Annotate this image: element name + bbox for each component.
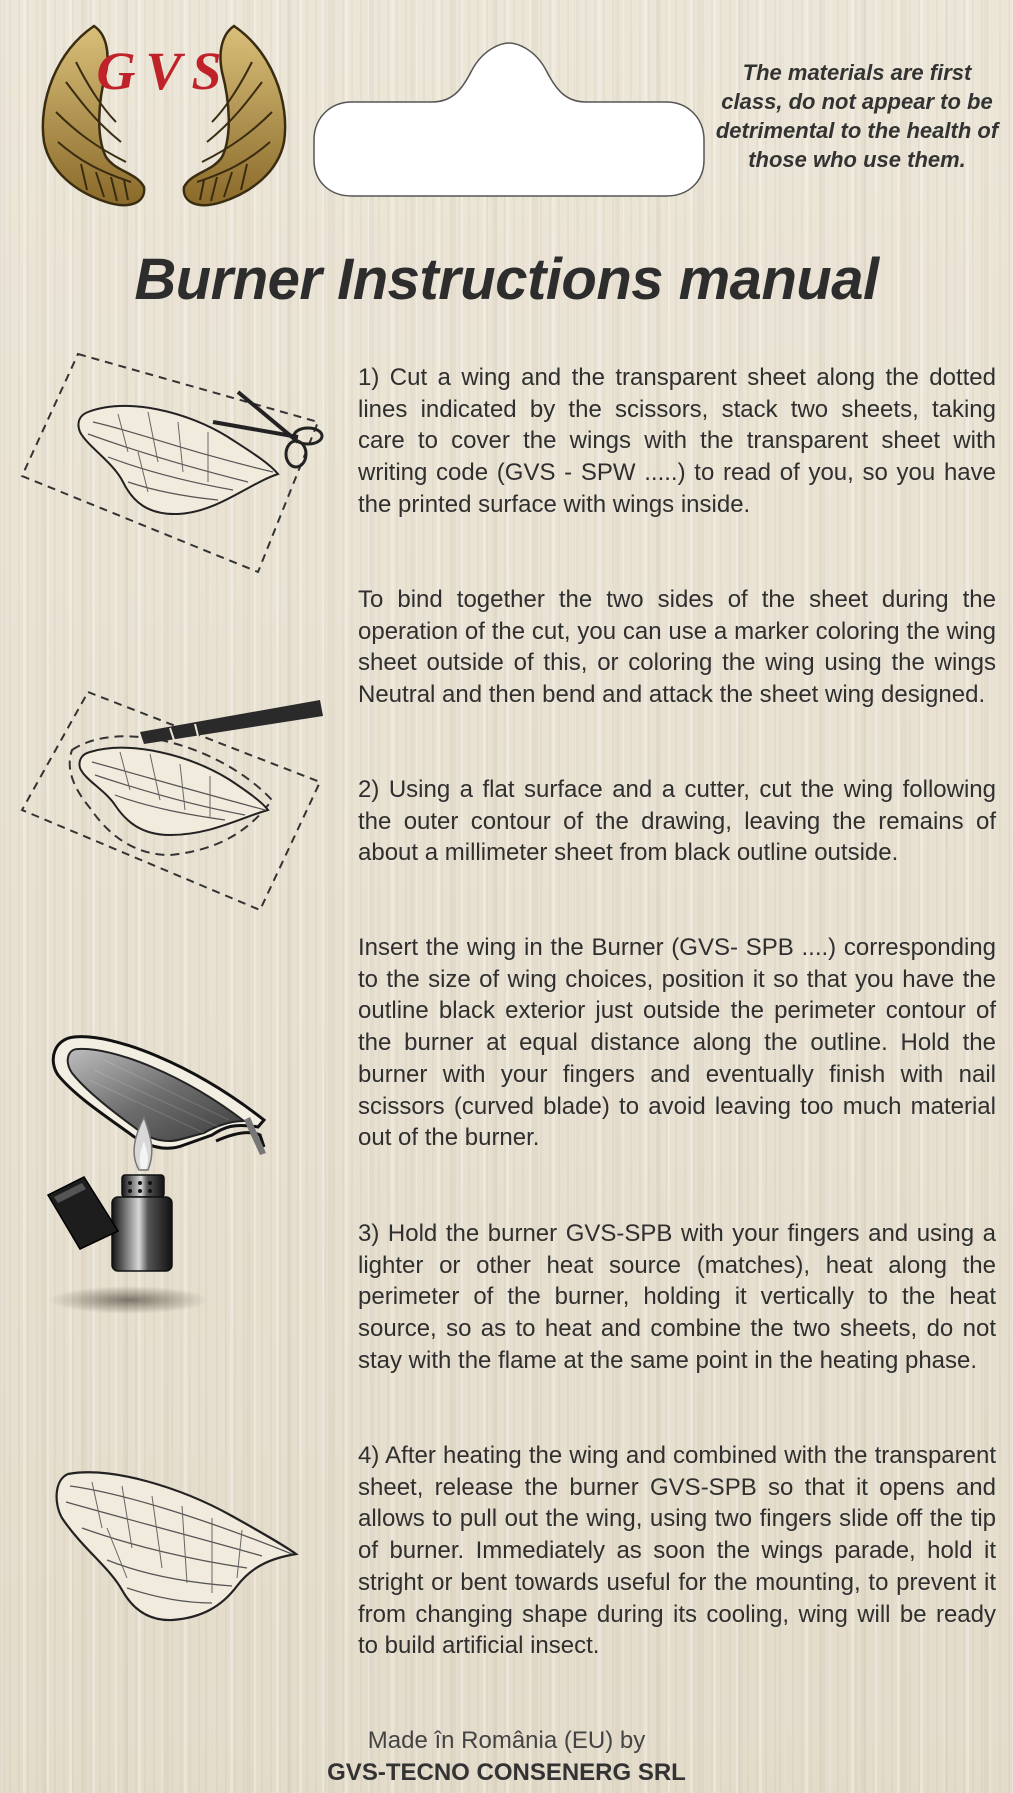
brand-logo bbox=[36, 22, 292, 217]
logo-text: GVS bbox=[96, 41, 232, 101]
cut-wing-illustration bbox=[18, 352, 338, 574]
hang-tab-cutout bbox=[312, 40, 706, 200]
materials-notice: The materials are first class, do not appear to be detrimental to the health of those who use them. bbox=[715, 60, 999, 172]
finished-wing-illustration bbox=[52, 1468, 300, 1624]
instruction-bind-sheets: To bind together the two sides of the sheet during the operation of the cut, you can use a marker coloring the wing sheet outside of this, or coloring the wing using the wings Neutral and then bend and attack the sheet wing designed. bbox=[358, 586, 996, 709]
instruction-step-1: 1) Cut a wing and the transparent sheet along the dotted lines indicated by the scissors, stack two sheets, taking care to cover the wings with the transparent sheet with writing code (GVS - SPW .....) to read of you, so you have the printed surface with wings inside. bbox=[358, 364, 996, 518]
insect-wing-icon bbox=[78, 406, 278, 514]
made-in-text: Made în România (EU) by bbox=[367, 1727, 646, 1754]
instruction-step-3: 3) Hold the burner GVS-SPB with your fingers and using a lighter or other heat source (matches), heat along the perimeter of the burner, holding it vertically to the heat source, so as to heat and combine the two sheets, do not stay with the flame at the same point in the heating phase. bbox=[358, 1220, 996, 1374]
burner-tool-icon bbox=[53, 1037, 266, 1155]
insect-wing-icon bbox=[52, 1468, 300, 1624]
instruction-insert-wing: Insert the wing in the Burner (GVS- SPB ....) corresponding to the size of wing choices, position it so that you have the outline black exterior just outside the perimeter contour of the burner at equal distance along the outline. Hold the burner with your fingers and eventually finish with nail scissors (curved blade) to avoid leaving too much material out of the burner. bbox=[358, 934, 996, 1152]
instruction-step-4: 4) After heating the wing and combined with the transparent sheet, release the burner GVS-SPB so that it opens and allows to pull out the wing, using two fingers slide off the tip of burner. Immediately as soon the wings parade, hold it stright or bent towards useful for the mounting, to prevent it from changing shape during its cooling, wing will be ready to build artificial insect. bbox=[358, 1442, 996, 1660]
marker-wing-illustration bbox=[20, 690, 326, 912]
page-title: Burner Instructions manual bbox=[134, 247, 879, 312]
insect-wing-icon bbox=[79, 748, 268, 835]
company-name: GVS-TECNO CONSENERG SRL bbox=[327, 1759, 686, 1786]
instruction-step-2: 2) Using a flat surface and a cutter, cut the wing following the outer contour of the drawing, leaving the remains of about a millimeter sheet from black outline outside. bbox=[358, 776, 996, 867]
burner-and-lighter-illustration bbox=[44, 1035, 304, 1320]
